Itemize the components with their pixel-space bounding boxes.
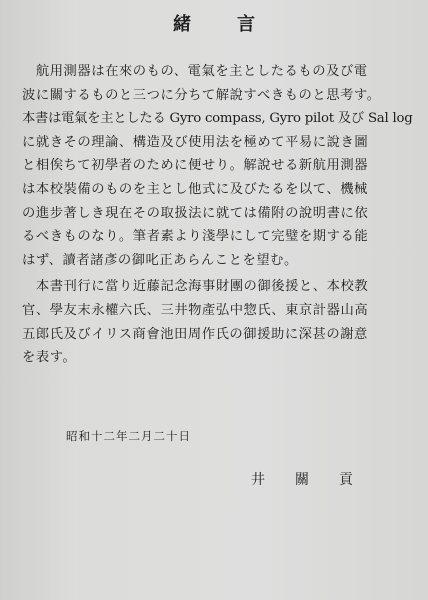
text-line: を表す。 [22, 350, 77, 366]
paragraph-2 [22, 275, 414, 369]
text-line: 本書は電氣を主としたる Gyro compass, Gyro pilot 及び Sal log [22, 111, 413, 127]
text-line: 航用測器は在來のもの、電氣を主としたるもの及び電 [22, 64, 368, 79]
text-line: と相俟ちて初學者のために便せり。解說せる新航用測器 [22, 158, 369, 174]
paragraph-1 [22, 60, 414, 272]
preface-body [22, 60, 414, 370]
text-line: に就きその理論、構造及び使用法を極めて平易に說き圖 [22, 134, 369, 150]
page-title: 緒 言 [173, 14, 269, 35]
text-line: 本書刊行に當り近藤記念海事財團の御後援と、本校教 [22, 279, 369, 295]
text-line: の進步著しき現在その取扱法に就ては備附の說明書に依 [22, 205, 369, 221]
text-line: 官、學友末永權六氏、三井物產弘中惣氏、東京計器山高 [22, 302, 369, 318]
text-line: は本校裝備のものを主とし他式に及びたるを以て、機械 [22, 181, 368, 197]
date-line: 昭和十二年二月二十日 [66, 429, 191, 443]
text-line: 五郎氏及びイリス商會池田周作氏の御援助に深甚の謝意 [22, 326, 368, 342]
text-line: はず、讀者諸彥の御叱正あらんことを望む。 [22, 252, 298, 268]
author-name: 井關貢 [251, 472, 383, 488]
text-line: 波に關するものと三つに分ちて解說すべきものと思考す。 [22, 87, 381, 103]
text-line: るべきものなり。筆者素より淺學にして完璧を期する能 [22, 229, 369, 245]
